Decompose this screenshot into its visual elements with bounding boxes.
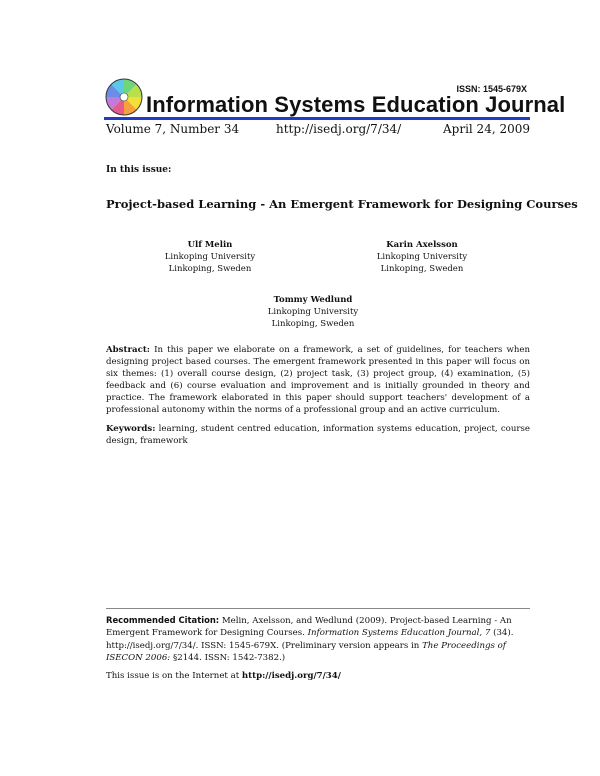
author-block — [243, 294, 383, 330]
author-block — [352, 239, 492, 275]
issn: ISSN: 1545-679X — [456, 84, 527, 94]
author-name: Tommy Wedlund — [273, 295, 353, 305]
header-rule — [104, 117, 530, 120]
citation-proceedings: The Proceedings of ISECON 2006: — [106, 640, 506, 663]
in-this-issue-label: In this issue: — [106, 165, 172, 175]
author-affiliation: Linkoping University — [164, 252, 256, 262]
citation-volume: 7 — [484, 628, 491, 639]
volume-number: Volume 7, Number 34 — [106, 122, 240, 136]
abstract-text: In this paper we elaborate on a framework, a set of guidelines, for teachers when designing project based courses. The emergent framework presented in this paper will focus on six themes: (1) overall course design, (2) project task, (3) project group, (4) examination, (5) feedback and (6) course evaluation and improvement and is initially grounded in theory and practice. The framework elaborated in this paper should support teachers' development of a professional autonomy within the norms of a professional group and an active curriculum. — [106, 345, 530, 415]
journal-url[interactable]: http://isedj.org/7/34/ — [276, 122, 402, 136]
author-location: Linkoping, Sweden — [380, 264, 464, 274]
author-block — [140, 239, 280, 275]
citation-label: Recommended Citation: — [106, 615, 220, 625]
citation-journal: Information Systems Education Journal, — [307, 628, 483, 639]
keywords-text: learning, student centred education, information systems education, project, course design, framework — [106, 424, 530, 446]
internet-text: This issue is on the Internet at — [106, 671, 240, 681]
author-affiliation: Linkoping University — [267, 307, 359, 317]
recommended-citation — [106, 614, 530, 664]
internet-notice — [106, 671, 341, 681]
journal-title: Information Systems Education Journal — [146, 92, 566, 117]
citation-text-2: (34). http://isedj.org/7/34/. ISSN: 1545-679X. (Preliminary version appears in — [106, 628, 514, 651]
journal-logo-icon — [104, 77, 144, 117]
author-location: Linkoping, Sweden — [271, 319, 355, 329]
author-name: Karin Axelsson — [386, 240, 458, 250]
issue-date: April 24, 2009 — [442, 122, 530, 136]
author-name: Ulf Melin — [187, 240, 233, 250]
citation-text-3: §2144. ISSN: 1542-7382.) — [172, 652, 286, 663]
paper-title: Project-based Learning - An Emergent Framework for Designing Courses — [106, 197, 578, 211]
footer-rule — [106, 608, 530, 609]
citation-text: Melin, Axelsson, and Wedlund (2009). Project-based Learning - An Emergent Framework for Designing Courses. — [106, 616, 512, 639]
abstract-label: Abstract: — [106, 345, 150, 355]
keywords — [106, 423, 530, 447]
abstract — [106, 344, 530, 416]
author-affiliation: Linkoping University — [376, 252, 468, 262]
internet-url[interactable]: http://isedj.org/7/34/ — [241, 671, 341, 681]
keywords-label: Keywords: — [106, 424, 156, 434]
author-location: Linkoping, Sweden — [168, 264, 252, 274]
